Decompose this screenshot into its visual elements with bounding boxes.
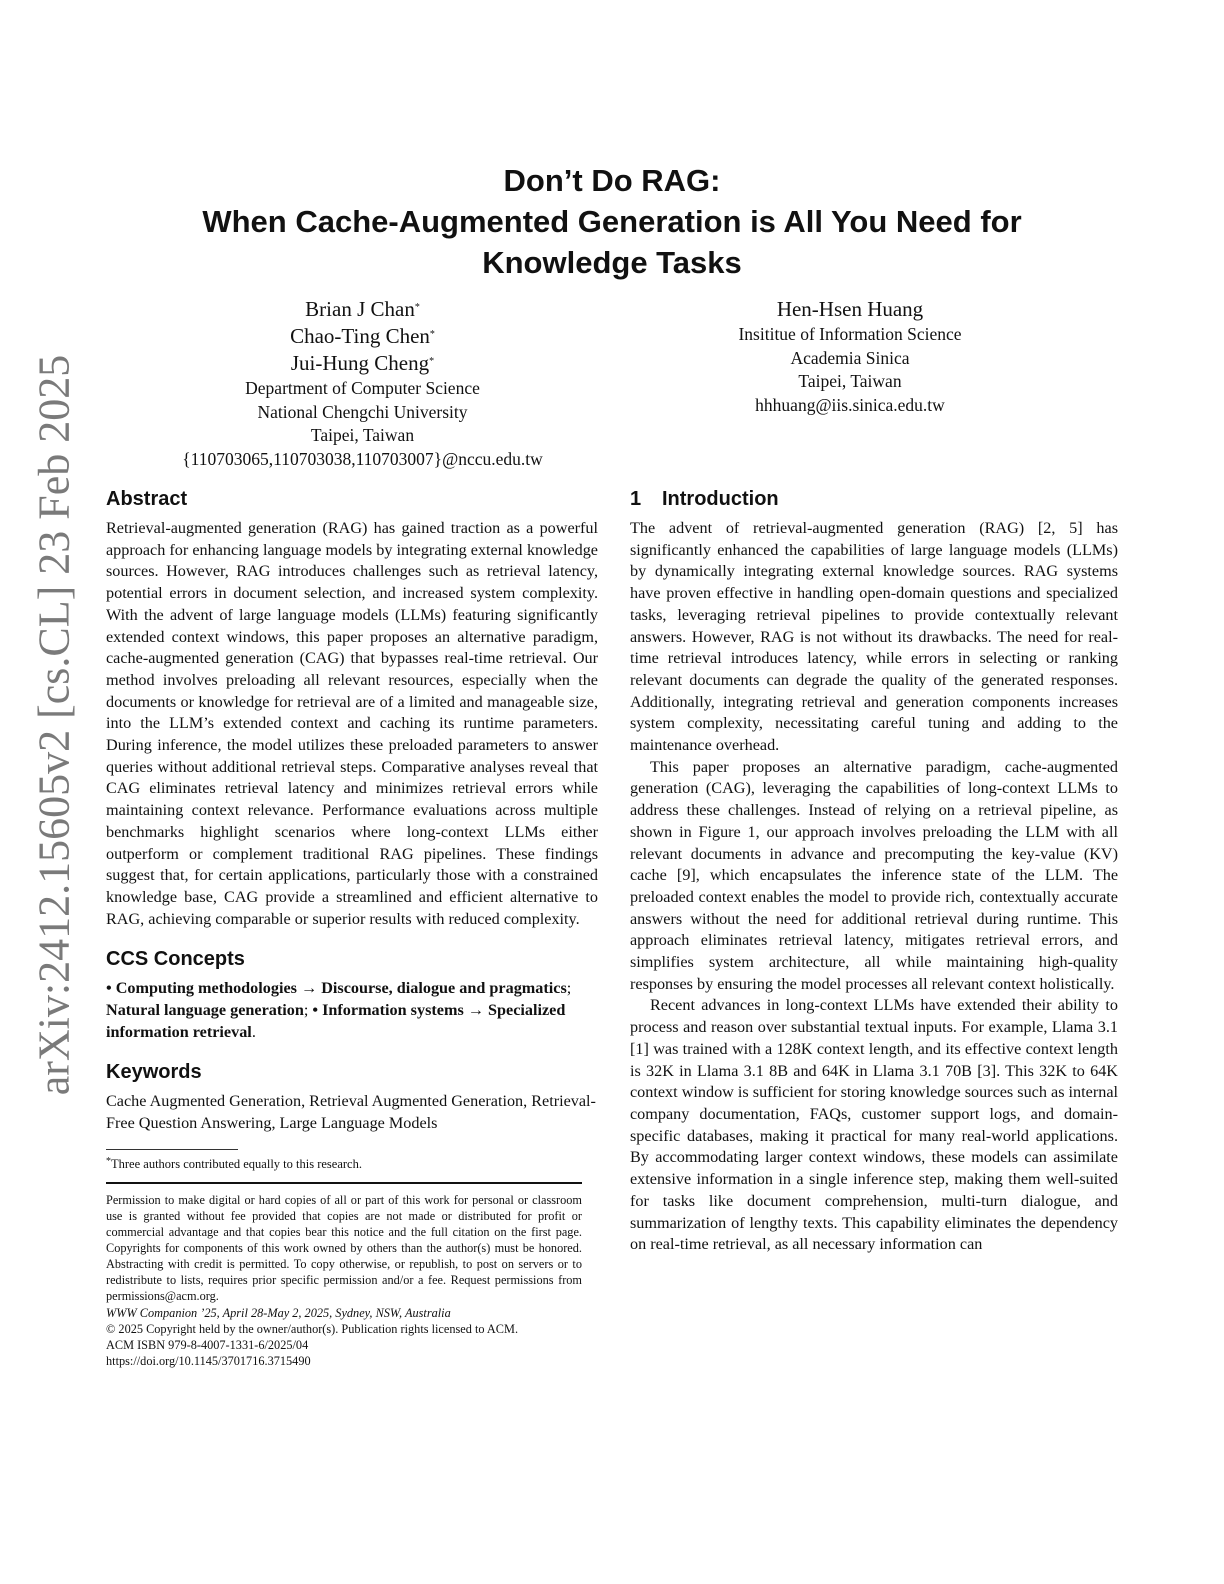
footnote: *Three authors contributed equally to this research. (106, 1155, 362, 1171)
author-name: Jui-Hung Cheng* (290, 351, 435, 375)
ccs-concepts: • Computing methodologies → Discourse, dialogue and pragmatics; Natural language generation; • Information systems → Specialized information retrieval. (106, 979, 572, 1041)
arxiv-identifier-stamp: arXiv:2412.15605v2 [cs.CL] 23 Feb 2025 (29, 354, 79, 1096)
author-block-right (615, 296, 1085, 417)
abstract-text: Retrieval-augmented generation (RAG) has gained traction as a powerful approach for enhancing language models by integrating external knowledge sources. However, RAG introduces challenges such as retrieval latency, potential errors in document selection, and increased system complexity. With the advent of large language models (LLMs) featuring significantly extended context windows, this paper proposes an alternative paradigm, cache-augmented generation (CAG) that bypasses real-time retrieval. Our method involves preloading all relevant resources, especially when the documents or knowledge for retrieval are of a limited and manageable size, into the LLM’s extended context and caching its runtime parameters. During inference, the model utilizes these preloaded parameters to answer queries without additional retrieval steps. Comparative analyses reveal that CAG eliminates retrieval latency and minimizes retrieval errors while maintaining context relevance. Performance evaluations across multiple benchmarks highlight scenarios where long-context LLMs either outperform or complement traditional RAG pipelines. These findings suggest that, for certain applications, particularly those with a constrained knowledge base, CAG provide a streamlined and efficient alternative to RAG, achieving comparable or superior results with reduced complexity. (106, 519, 598, 928)
author-block-left (110, 296, 615, 471)
intro-paragraph: Recent advances in long-context LLMs have extended their ability to process and reason over substantial textual inputs. For example, Llama 3.1 [1] was trained with a 128K context length, and its effective context length is 32K in Llama 3.1 8B and 64K in Llama 3.1 70B [3]. This 32K to 64K context window is sufficient for storing knowledge sources such as internal company documentation, FAQs, customer support logs, and domain-specific databases, making it practical for many real-world applications. By accommodating larger context windows, these models can assimilate extensive information in a single inference step, making them well-suited for tasks like document comprehension, multi-turn dialogue, and summarization of lengthy texts. This capability eliminates the dependency on real-time retrieval, as all necessary information can (630, 996, 1118, 1254)
author-email: hhhuang@iis.sinica.edu.tw (755, 394, 945, 415)
right-column (630, 486, 1118, 1256)
author-name: Hen-Hsen Huang (776, 297, 924, 321)
intro-paragraph: The advent of retrieval-augmented generation (RAG) [2, 5] has significantly enhanced the capabilities of large language models (LLMs) by dynamically integrating external knowledge sources. RAG systems have proven effective in handling open-domain questions and specialized tasks, leveraging retrieval pipelines to provide contextually relevant answers. However, RAG is not without its drawbacks. The need for real-time retrieval introduces latency, while errors in selecting or ranking relevant documents can degrade the quality of the generated responses. Additionally, integrating retrieval and generation components increases system complexity, necessitating careful tuning and adding to the maintenance overhead. (630, 519, 1118, 755)
permission-divider (106, 1182, 582, 1184)
footnote-divider (106, 1149, 238, 1150)
paper-title (140, 160, 1084, 283)
author-name: Chao-Ting Chen* (290, 324, 435, 348)
doi-link[interactable]: https://doi.org/10.1145/3701716.3715490 (106, 1353, 311, 1368)
author-name: Brian J Chan* (305, 297, 420, 321)
title-line: When Cache-Augmented Generation is All You Need for (202, 204, 1022, 239)
isbn-line: ACM ISBN 979-8-4007-1331-6/2025/04 (106, 1337, 309, 1352)
ccs-heading: CCS Concepts (106, 948, 245, 971)
author-marker: * (429, 356, 435, 367)
affiliation-line: Department of Computer Science (245, 378, 480, 398)
keywords-heading: Keywords (106, 1061, 202, 1084)
title-line: Don’t Do RAG: (503, 163, 721, 198)
permission-notice: Permission to make digital or hard copies of all or part of this work for personal or classroom use is granted without fee provided that copies are not made or distributed for profit or commercial advantage and that copies bear this notice and the full citation on the first page. Copyrights for components of this work owned by others than the author(s) must be honored. Abstracting with credit is permitted. To copy otherwise, or republish, to post on servers or to redistribute to lists, requires prior specific permission and/or a fee. Request permissions from permissions@acm.org. (106, 1192, 582, 1304)
author-marker: * (429, 329, 435, 340)
affiliation-line: National Chengchi University (257, 401, 468, 422)
affiliation-line: Insititue of Information Science (738, 324, 962, 344)
intro-paragraph: This paper proposes an alternative paradigm, cache-augmented generation (CAG), leveraging the capabilities of long-context LLMs to address these challenges. Instead of relying on a retrieval pipeline, as shown in Figure 1, our approach involves preloading the LLM with all relevant documents in advance and precomputing the key-value (KV) cache [9], which encapsulates the inference state of the LLM. The preloaded context enables the model to provide rich, contextually accurate answers without the need for additional retrieval during runtime. This approach eliminates retrieval latency, mitigates retrieval errors, and simplifies system architecture, all while maintaining high-quality responses by ensuring the model processes all relevant context holistically. (630, 757, 1118, 993)
author-email: {110703065,110703038,110703007}@nccu.edu.tw (182, 448, 543, 469)
section-number: 1 (630, 488, 642, 510)
left-column (106, 486, 598, 1369)
affiliation-line: Taipei, Taiwan (798, 371, 902, 391)
copyright-line: © 2025 Copyright held by the owner/author(s). Publication rights licensed to ACM. (106, 1321, 519, 1336)
affiliation-line: Taipei, Taiwan (310, 425, 415, 445)
abstract-heading: Abstract (106, 488, 188, 510)
introduction-heading: 1 Introduction (630, 488, 779, 510)
keywords-text: Cache Augmented Generation, Retrieval Augmented Generation, Retrieval-Free Question Answering, Large Language Models (106, 1092, 596, 1133)
affiliation-line: Academia Sinica (790, 347, 910, 368)
title-line: Knowledge Tasks (482, 245, 742, 280)
venue-line: WWW Companion ’25, April 28-May 2, 2025, Sydney, NSW, Australia (106, 1305, 451, 1320)
author-marker: * (414, 302, 420, 313)
